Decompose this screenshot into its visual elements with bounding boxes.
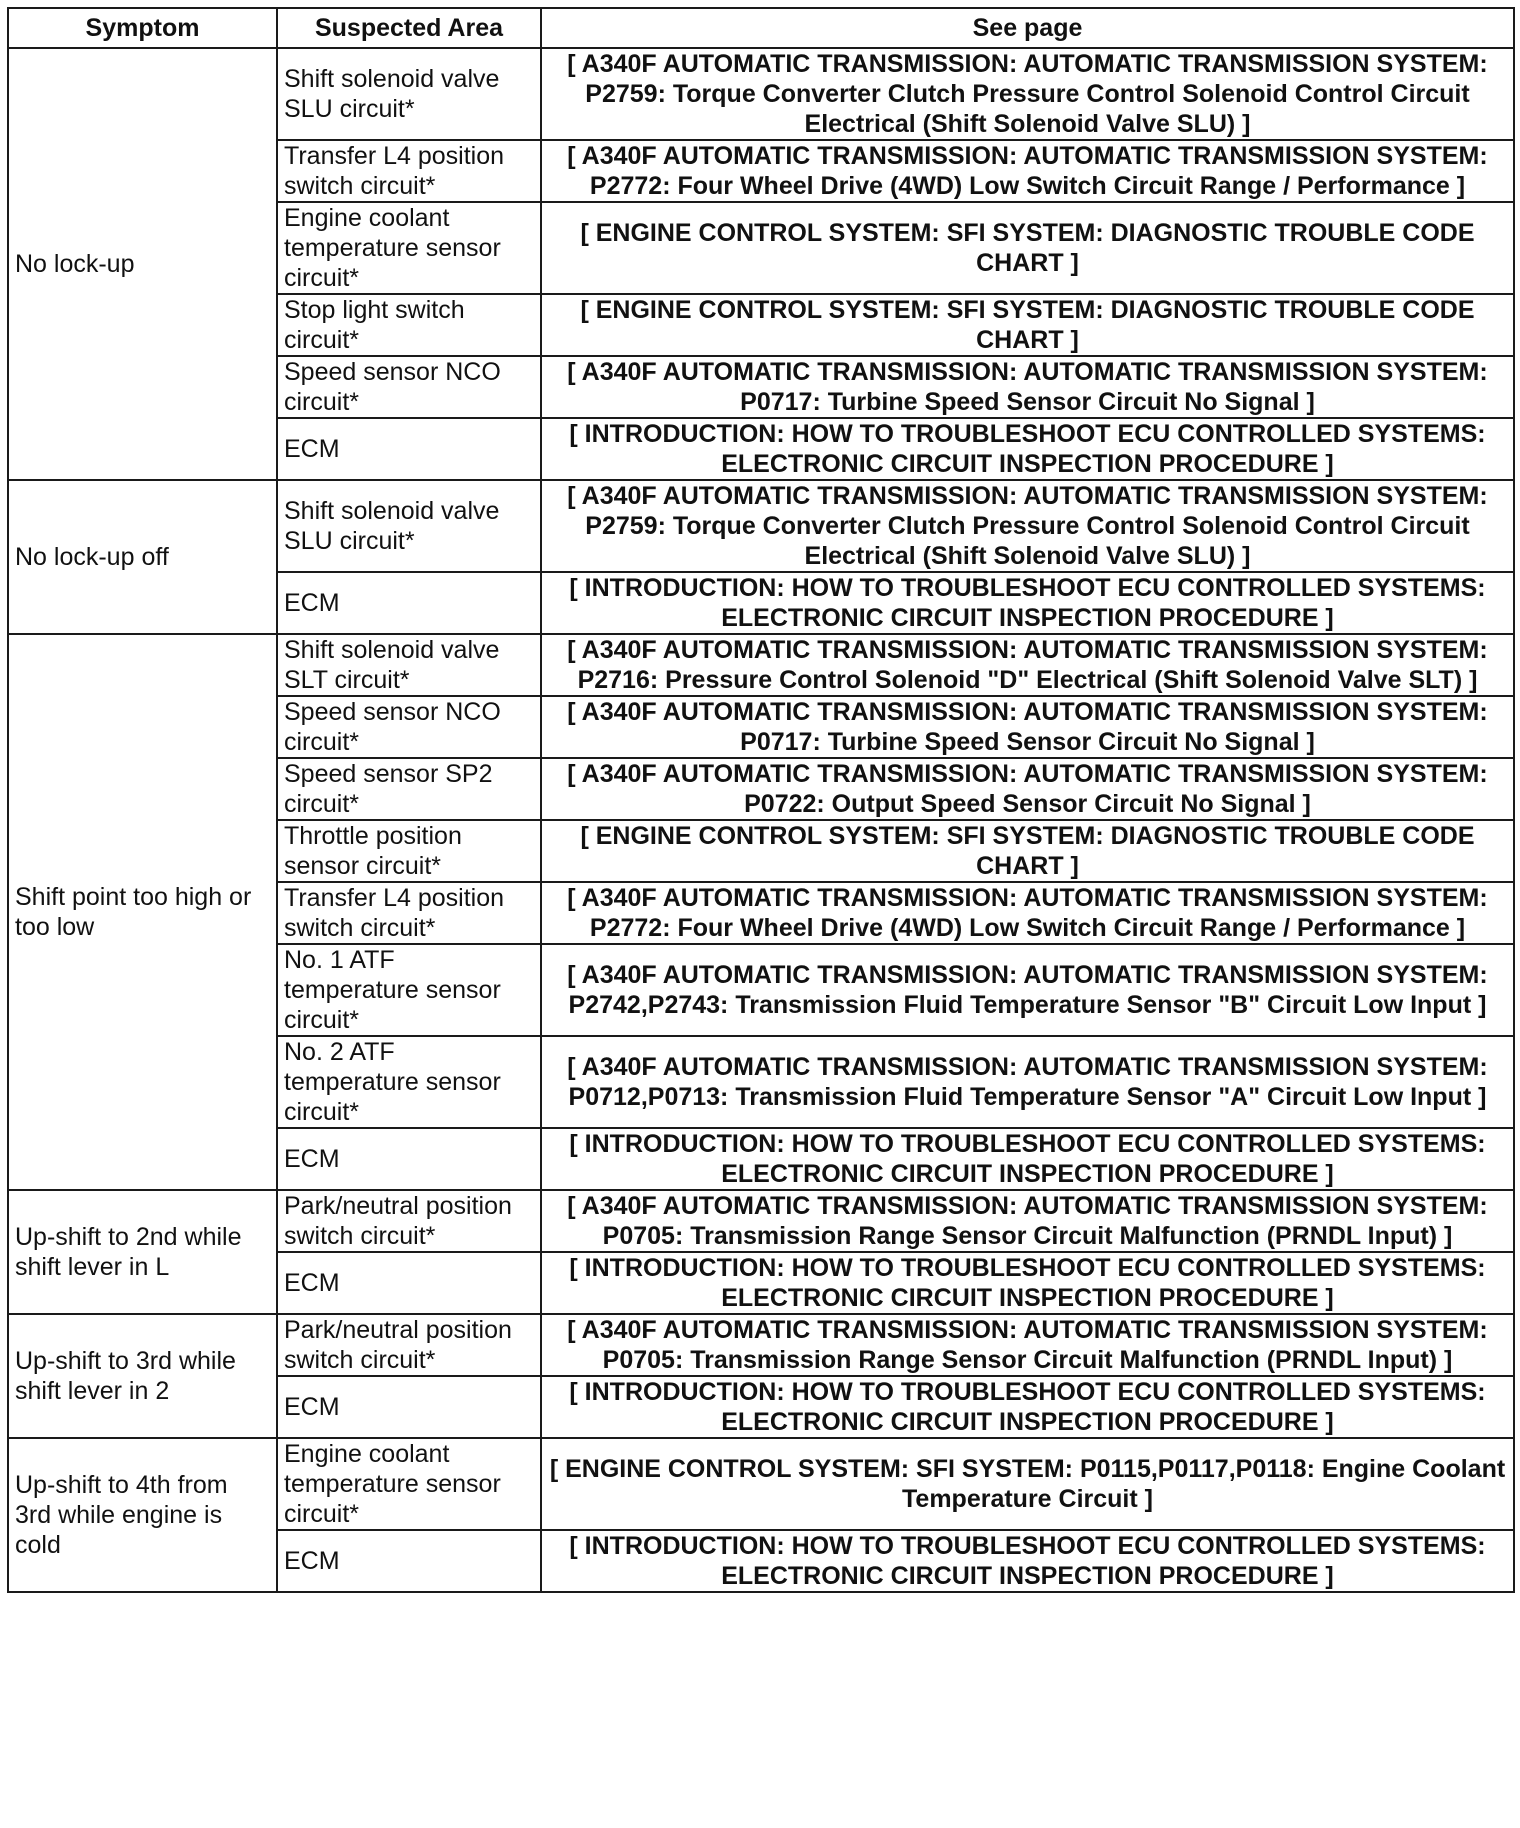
see-page-reference: [ A340F AUTOMATIC TRANSMISSION: AUTOMATIC TRANSMISSION SYSTEM: P0712,P0713: Transmission Fluid Temperature Sensor "A" Circuit Low Input ]: [541, 1036, 1514, 1128]
suspected-area-cell: Engine coolant temperature sensor circuit*: [277, 1438, 541, 1530]
see-page-reference: [ ENGINE CONTROL SYSTEM: SFI SYSTEM: DIAGNOSTIC TROUBLE CODE CHART ]: [541, 202, 1514, 294]
table-row: [8, 1438, 1514, 1530]
symptom-cell: Up-shift to 2nd while shift lever in L: [8, 1190, 277, 1314]
suspected-area-cell: Shift solenoid valve SLU circuit*: [277, 480, 541, 572]
suspected-area-cell: ECM: [277, 1252, 541, 1314]
suspected-area-cell: Shift solenoid valve SLU circuit*: [277, 48, 541, 140]
table-row: [8, 1190, 1514, 1252]
suspected-area-cell: Transfer L4 position switch circuit*: [277, 882, 541, 944]
suspected-area-cell: No. 2 ATF temperature sensor circuit*: [277, 1036, 541, 1128]
symptom-cell: Up-shift to 3rd while shift lever in 2: [8, 1314, 277, 1438]
see-page-reference: [ A340F AUTOMATIC TRANSMISSION: AUTOMATIC TRANSMISSION SYSTEM: P0722: Output Speed Sensor Circuit No Signal ]: [541, 758, 1514, 820]
symptom-cell: Up-shift to 4th from 3rd while engine is cold: [8, 1438, 277, 1592]
see-page-reference: [ A340F AUTOMATIC TRANSMISSION: AUTOMATIC TRANSMISSION SYSTEM: P2772: Four Wheel Drive (4WD) Low Switch Circuit Range / Performance ]: [541, 882, 1514, 944]
see-page-reference: [ INTRODUCTION: HOW TO TROUBLESHOOT ECU CONTROLLED SYSTEMS: ELECTRONIC CIRCUIT INSPECTION PROCEDURE ]: [541, 1252, 1514, 1314]
see-page-reference: [ A340F AUTOMATIC TRANSMISSION: AUTOMATIC TRANSMISSION SYSTEM: P0705: Transmission Range Sensor Circuit Malfunction (PRNDL Input) ]: [541, 1190, 1514, 1252]
see-page-reference: [ INTRODUCTION: HOW TO TROUBLESHOOT ECU CONTROLLED SYSTEMS: ELECTRONIC CIRCUIT INSPECTION PROCEDURE ]: [541, 418, 1514, 480]
see-page-reference: [ INTRODUCTION: HOW TO TROUBLESHOOT ECU CONTROLLED SYSTEMS: ELECTRONIC CIRCUIT INSPECTION PROCEDURE ]: [541, 572, 1514, 634]
see-page-reference: [ INTRODUCTION: HOW TO TROUBLESHOOT ECU CONTROLLED SYSTEMS: ELECTRONIC CIRCUIT INSPECTION PROCEDURE ]: [541, 1530, 1514, 1592]
table-row: [8, 480, 1514, 572]
suspected-area-cell: Throttle position sensor circuit*: [277, 820, 541, 882]
suspected-area-cell: Park/neutral position switch circuit*: [277, 1314, 541, 1376]
see-page-reference: [ A340F AUTOMATIC TRANSMISSION: AUTOMATIC TRANSMISSION SYSTEM: P2759: Torque Converter Clutch Pressure Control Solenoid Control Circuit Electrical (Shift Solenoid Valve SLU) ]: [541, 480, 1514, 572]
suspected-area-cell: Stop light switch circuit*: [277, 294, 541, 356]
table-body: [8, 48, 1514, 1592]
symptom-cell: No lock-up: [8, 48, 277, 480]
suspected-area-cell: ECM: [277, 572, 541, 634]
suspected-area-cell: ECM: [277, 418, 541, 480]
see-page-reference: [ ENGINE CONTROL SYSTEM: SFI SYSTEM: DIAGNOSTIC TROUBLE CODE CHART ]: [541, 820, 1514, 882]
table-row: [8, 634, 1514, 696]
suspected-area-cell: ECM: [277, 1128, 541, 1190]
see-page-reference: [ A340F AUTOMATIC TRANSMISSION: AUTOMATIC TRANSMISSION SYSTEM: P0717: Turbine Speed Sensor Circuit No Signal ]: [541, 356, 1514, 418]
suspected-area-cell: Transfer L4 position switch circuit*: [277, 140, 541, 202]
suspected-area-cell: Speed sensor NCO circuit*: [277, 696, 541, 758]
header-suspected-area: Suspected Area: [277, 8, 541, 48]
suspected-area-cell: Speed sensor SP2 circuit*: [277, 758, 541, 820]
table-row: [8, 48, 1514, 140]
suspected-area-cell: No. 1 ATF temperature sensor circuit*: [277, 944, 541, 1036]
header-see-page: See page: [541, 8, 1514, 48]
see-page-reference: [ A340F AUTOMATIC TRANSMISSION: AUTOMATIC TRANSMISSION SYSTEM: P2772: Four Wheel Drive (4WD) Low Switch Circuit Range / Performance ]: [541, 140, 1514, 202]
see-page-reference: [ A340F AUTOMATIC TRANSMISSION: AUTOMATIC TRANSMISSION SYSTEM: P2742,P2743: Transmission Fluid Temperature Sensor "B" Circuit Low Input ]: [541, 944, 1514, 1036]
suspected-area-cell: Park/neutral position switch circuit*: [277, 1190, 541, 1252]
see-page-reference: [ INTRODUCTION: HOW TO TROUBLESHOOT ECU CONTROLLED SYSTEMS: ELECTRONIC CIRCUIT INSPECTION PROCEDURE ]: [541, 1128, 1514, 1190]
see-page-reference: [ A340F AUTOMATIC TRANSMISSION: AUTOMATIC TRANSMISSION SYSTEM: P0717: Turbine Speed Sensor Circuit No Signal ]: [541, 696, 1514, 758]
suspected-area-cell: Engine coolant temperature sensor circuit*: [277, 202, 541, 294]
table-header-row: [8, 8, 1514, 48]
see-page-reference: [ A340F AUTOMATIC TRANSMISSION: AUTOMATIC TRANSMISSION SYSTEM: P0705: Transmission Range Sensor Circuit Malfunction (PRNDL Input) ]: [541, 1314, 1514, 1376]
see-page-reference: [ INTRODUCTION: HOW TO TROUBLESHOOT ECU CONTROLLED SYSTEMS: ELECTRONIC CIRCUIT INSPECTION PROCEDURE ]: [541, 1376, 1514, 1438]
table-row: [8, 1314, 1514, 1376]
suspected-area-cell: ECM: [277, 1376, 541, 1438]
see-page-reference: [ A340F AUTOMATIC TRANSMISSION: AUTOMATIC TRANSMISSION SYSTEM: P2759: Torque Converter Clutch Pressure Control Solenoid Control Circuit Electrical (Shift Solenoid Valve SLU) ]: [541, 48, 1514, 140]
symptom-table: [7, 7, 1515, 1593]
symptom-cell: No lock-up off: [8, 480, 277, 634]
suspected-area-cell: Speed sensor NCO circuit*: [277, 356, 541, 418]
suspected-area-cell: Shift solenoid valve SLT circuit*: [277, 634, 541, 696]
see-page-reference: [ A340F AUTOMATIC TRANSMISSION: AUTOMATIC TRANSMISSION SYSTEM: P2716: Pressure Control Solenoid "D" Electrical (Shift Solenoid Valve SLT) ]: [541, 634, 1514, 696]
header-symptom: Symptom: [8, 8, 277, 48]
suspected-area-cell: ECM: [277, 1530, 541, 1592]
see-page-reference: [ ENGINE CONTROL SYSTEM: SFI SYSTEM: P0115,P0117,P0118: Engine Coolant Temperature Circuit ]: [541, 1438, 1514, 1530]
see-page-reference: [ ENGINE CONTROL SYSTEM: SFI SYSTEM: DIAGNOSTIC TROUBLE CODE CHART ]: [541, 294, 1514, 356]
symptom-cell: Shift point too high or too low: [8, 634, 277, 1190]
